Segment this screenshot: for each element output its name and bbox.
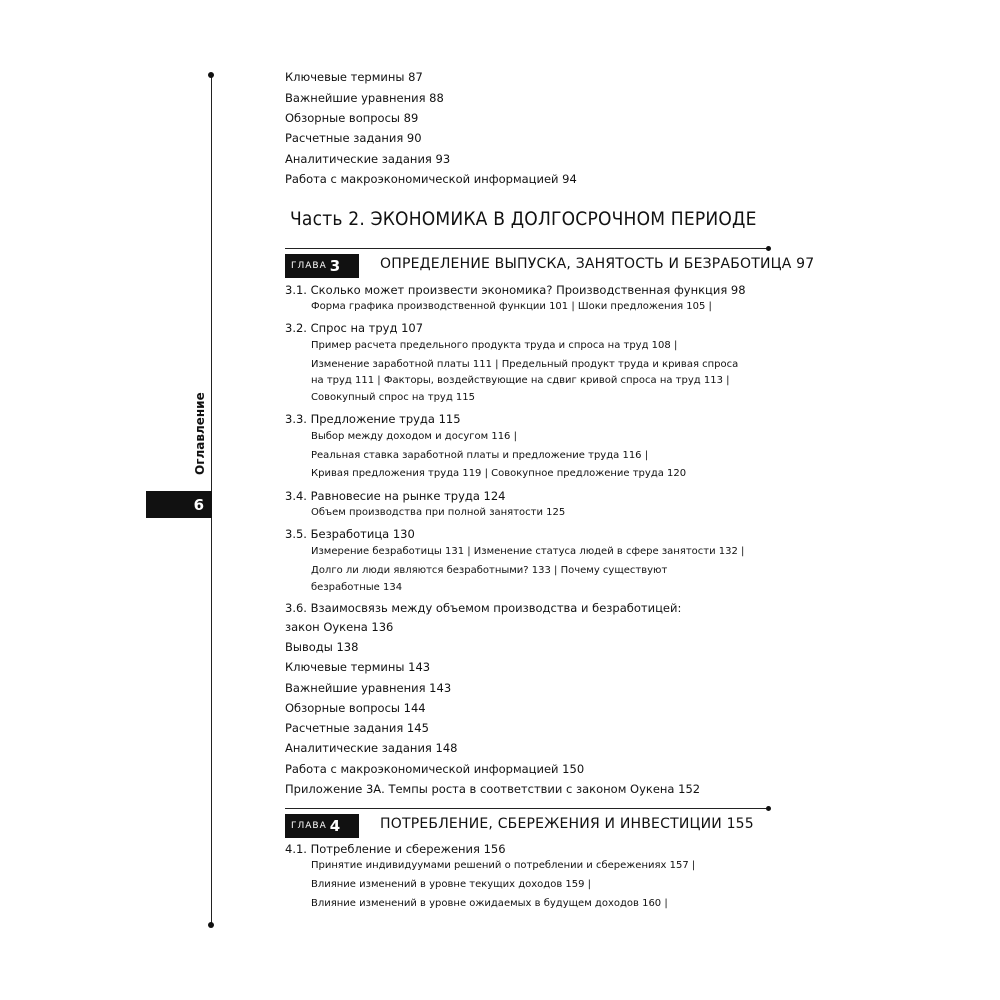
toc-entry[interactable]: Обзорные вопросы 89 [285, 111, 419, 125]
toc-subsection[interactable]: Влияние изменений в уровне ожидаемых в будущем доходов 160 | [311, 898, 668, 909]
chapter-4-header[interactable] [285, 814, 770, 838]
toc-entry[interactable]: Аналитические задания 93 [285, 152, 451, 166]
toc-section[interactable]: 3.1. Сколько может произвести экономика? Производственная функция 98 [285, 283, 746, 297]
chapter-number: 3 [329, 257, 341, 275]
toc-entry[interactable]: Приложение 3А. Темпы роста в соответствии с законом Оукена 152 [285, 782, 701, 796]
toc-subsection[interactable]: Пример расчета предельного продукта труда и спроса на труд 108 | [311, 340, 678, 351]
chapter-label: ГЛАВА [291, 821, 327, 831]
page-number-badge [146, 491, 212, 518]
toc-subsection[interactable]: Совокупный спрос на труд 115 [311, 392, 476, 403]
toc-entry[interactable]: Расчетные задания 145 [285, 721, 429, 735]
chapter-rule [285, 808, 768, 809]
chapter-rule [285, 248, 768, 249]
toc-subsection[interactable]: Кривая предложения труда 119 | Совокупное предложение труда 120 [311, 468, 687, 479]
chapter-rule-dot [766, 246, 771, 251]
toc-section[interactable]: 3.2. Спрос на труд 107 [285, 321, 424, 335]
toc-entry[interactable]: Обзорные вопросы 144 [285, 701, 426, 715]
chapter-number: 4 [329, 817, 341, 835]
toc-section[interactable]: 3.5. Безработица 130 [285, 527, 415, 541]
toc-section[interactable]: 3.4. Равновесие на рынке труда 124 [285, 489, 506, 503]
toc-section[interactable]: закон Оукена 136 [285, 620, 394, 634]
toc-subsection[interactable]: на труд 111 | Факторы, воздействующие на сдвиг кривой спроса на труд 113 | [311, 375, 730, 386]
toc-subsection[interactable]: Объем производства при полной занятости 125 [311, 507, 566, 518]
toc-entry[interactable]: Работа с макроэкономической информацией 150 [285, 762, 585, 776]
toc-subsection[interactable]: Форма графика производственной функции 101 | Шоки предложения 105 | [311, 301, 712, 312]
toc-section[interactable]: 3.3. Предложение труда 115 [285, 412, 461, 426]
toc-entry[interactable]: Важнейшие уравнения 88 [285, 91, 444, 105]
toc-section[interactable]: 3.6. Взаимосвязь между объемом производства и безработицей: [285, 601, 682, 615]
chapter-title: ПОТРЕБЛЕНИЕ, СБЕРЕЖЕНИЯ И ИНВЕСТИЦИИ 155 [380, 816, 754, 832]
toc-subsection[interactable]: Принятие индивидуумами решений о потреблении и сбережениях 157 | [311, 860, 696, 871]
toc-subsection[interactable]: Долго ли люди являются безработными? 133 | Почему существуют [311, 565, 668, 576]
toc-entry[interactable]: Важнейшие уравнения 143 [285, 681, 452, 695]
part-title: Часть 2. ЭКОНОМИКА В ДОЛГОСРОЧНОМ ПЕРИОДЕ [290, 208, 757, 230]
toc-entry[interactable]: Расчетные задания 90 [285, 131, 422, 145]
toc-section[interactable]: 4.1. Потребление и сбережения 156 [285, 842, 506, 856]
section-title-vertical: Оглавление [193, 392, 207, 475]
chapter-title: ОПРЕДЕЛЕНИЕ ВЫПУСКА, ЗАНЯТОСТЬ И БЕЗРАБОТИЦА 97 [380, 256, 815, 272]
toc-subsection[interactable]: безработные 134 [311, 582, 403, 593]
toc-entry[interactable]: Выводы 138 [285, 640, 359, 654]
page-number: 6 [193, 495, 204, 514]
chapter-label: ГЛАВА [291, 261, 327, 271]
toc-subsection[interactable]: Влияние изменений в уровне текущих доходов 159 | [311, 879, 592, 890]
toc-entry[interactable]: Ключевые термины 143 [285, 660, 431, 674]
chapter-badge [285, 814, 359, 838]
toc-subsection[interactable]: Изменение заработной платы 111 | Предельный продукт труда и кривая спроса [311, 359, 739, 370]
chapter-badge [285, 254, 359, 278]
rule-top-dot [208, 72, 214, 78]
chapter-rule-dot [766, 806, 771, 811]
toc-subsection[interactable]: Реальная ставка заработной платы и предложение труда 116 | [311, 450, 649, 461]
toc-subsection[interactable]: Измерение безработицы 131 | Изменение статуса людей в сфере занятости 132 | [311, 546, 745, 557]
chapter-3-header[interactable] [285, 254, 815, 278]
toc-entry[interactable]: Работа с макроэкономической информацией 94 [285, 172, 577, 186]
toc-entry[interactable]: Ключевые термины 87 [285, 70, 423, 84]
toc-entry[interactable]: Аналитические задания 148 [285, 741, 458, 755]
toc-subsection[interactable]: Выбор между доходом и досугом 116 | [311, 431, 517, 442]
rule-bottom-dot [208, 922, 214, 928]
